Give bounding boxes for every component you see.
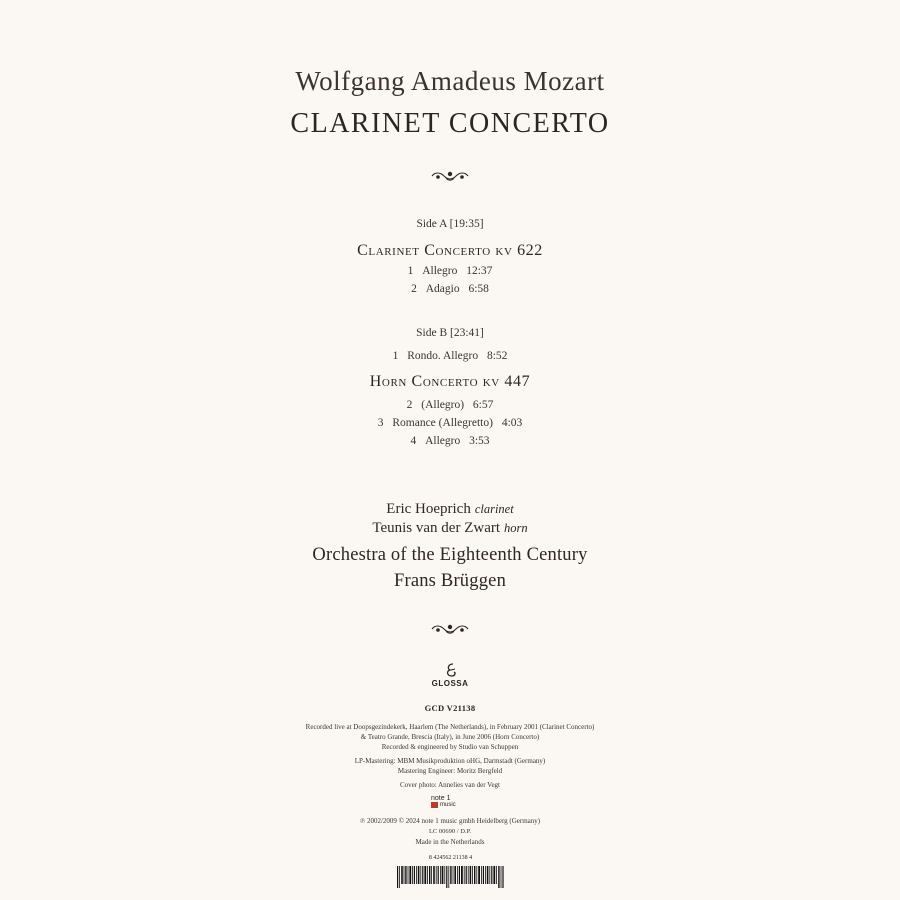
- glossa-logo-icon: [445, 662, 457, 678]
- track-b3: [0, 417, 900, 429]
- barcode: [397, 855, 504, 888]
- track-duration: 6:58: [468, 283, 489, 295]
- performer-role: horn: [504, 521, 528, 535]
- glossa-logo: [425, 662, 475, 692]
- track-title: Adagio: [425, 283, 460, 295]
- note-logo-line1: note 1: [431, 795, 451, 802]
- barcode-number: 8 424562 21138 4: [428, 855, 473, 861]
- track-number: 1: [392, 350, 399, 362]
- performer-clarinet: [0, 501, 900, 518]
- conductor-name: Frans Brüggen: [393, 571, 507, 591]
- performer-horn: [0, 520, 900, 537]
- work-title-horn-concerto: [0, 373, 900, 391]
- performer-role: clarinet: [474, 502, 514, 516]
- composer-name: Wolfgang Amadeus Mozart: [295, 66, 605, 96]
- work-title-catalog: kv 447: [478, 373, 531, 390]
- track-duration: 6:57: [472, 399, 494, 411]
- track-number: 4: [410, 435, 417, 447]
- note-1-music-logo-icon: [431, 802, 438, 808]
- catalog-number: GCD V21138: [424, 703, 476, 713]
- track-title: (Allegro): [421, 399, 465, 411]
- track-b4: [0, 435, 900, 447]
- note-logo-line2: music: [440, 802, 456, 808]
- lc-code: LC 00690 / D.P.: [428, 828, 472, 835]
- track-duration: 8:52: [486, 350, 508, 362]
- credit-mastering-1: LP-Mastering: MBM Musikproduktion oHG, Darmstadt (Germany): [354, 757, 546, 765]
- work-title-clarinet-concerto: [0, 242, 900, 260]
- credit-recording-2: & Teatro Grande, Brescia (Italy), in June 2006 (Horn Concerto): [360, 733, 540, 741]
- fleuron-ornament-icon: [430, 623, 470, 635]
- barcode-icon: [397, 866, 504, 888]
- track-duration: 12:37: [466, 265, 493, 277]
- track-title: Rondo. Allegro: [407, 350, 479, 362]
- track-title: Allegro: [422, 265, 458, 277]
- side-a-label: Side A [19:35]: [416, 218, 484, 230]
- track-title: Allegro: [425, 435, 461, 447]
- track-title: Romance (Allegretto): [392, 417, 493, 429]
- track-number: 2: [411, 283, 417, 295]
- track-b2: [0, 399, 900, 411]
- orchestra-name: Orchestra of the Eighteenth Century: [312, 545, 588, 565]
- performer-name: Eric Hoeprich: [386, 501, 471, 517]
- work-title-main: Horn Concerto: [369, 373, 479, 390]
- track-duration: 4:03: [501, 417, 523, 429]
- performer-name: Teunis van der Zwart: [372, 520, 501, 536]
- fleuron-ornament-icon: [430, 170, 470, 182]
- work-title-main: Clarinet Concerto: [357, 242, 491, 259]
- side-b-label: Side B [23:41]: [416, 327, 484, 339]
- album-title: CLARINET CONCERTO: [290, 108, 610, 139]
- track-number: 3: [377, 417, 384, 429]
- track-a1: [0, 265, 900, 277]
- track-number: 2: [406, 399, 413, 411]
- work-title-catalog: kv 622: [490, 242, 543, 259]
- credit-recording-3: Recorded & engineered by Studio van Schuppen: [381, 743, 519, 751]
- track-duration: 3:53: [469, 435, 490, 447]
- made-in-line: Made in the Netherlands: [415, 838, 485, 846]
- glossa-brand: GLOSSA: [431, 679, 469, 688]
- credit-cover-photo: Cover photo: Annelies van der Vegt: [400, 781, 500, 789]
- track-number: 1: [407, 265, 414, 277]
- track-a2: [0, 283, 900, 295]
- note-1-music-logo: [431, 795, 471, 809]
- copyright-line: ℗ 2002/2009 © 2024 note 1 music gmbh Heidelberg (Germany): [359, 817, 541, 825]
- track-b1: [0, 350, 900, 362]
- credit-mastering-2: Mastering Engineer: Moritz Bergfeld: [397, 767, 503, 775]
- credit-recording-1: Recorded live at Doopsgezindekerk, Haarlem (The Netherlands), in February 2001 (Clarinet Concerto): [305, 723, 595, 731]
